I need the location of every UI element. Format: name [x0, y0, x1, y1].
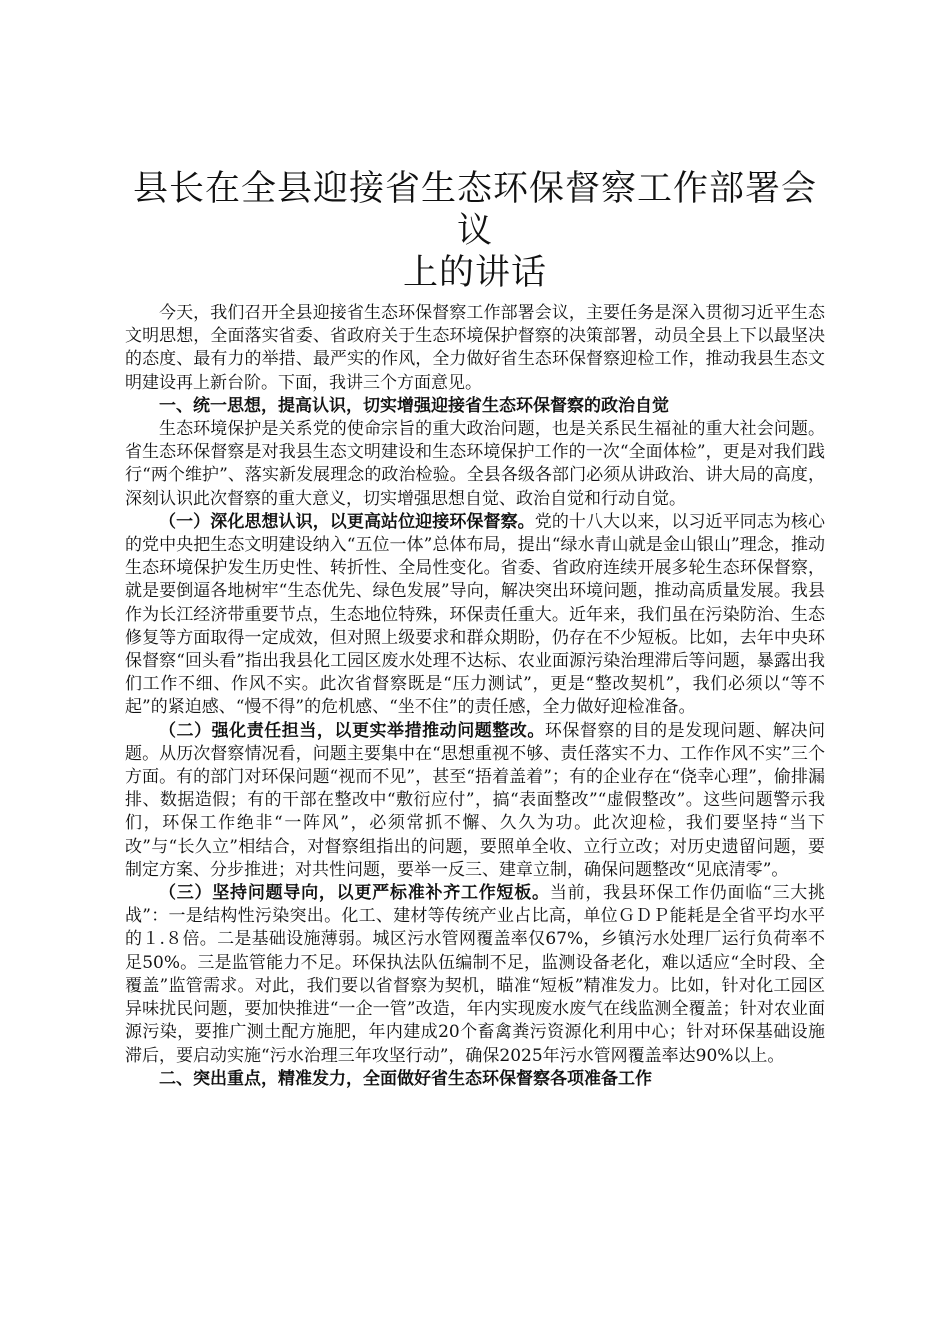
document-title — [125, 168, 825, 294]
subsection-1-paragraph — [125, 511, 825, 720]
subsection-2-heading: （二）强化责任担当，以更实举措推动问题整改。 — [159, 720, 545, 741]
intro-paragraph: 今天，我们召开全县迎接省生态环保督察工作部署会议，主要任务是深入贯彻习近平生态文明思想，全面落实省委、省政府关于生态环境保护督察的决策部署，动员全县上下以最坚决的态度、最有力的举措、最严实的作风，全力做好省生态环保督察迎检工作，推动我县生态文明建设再上新台阶。下面，我讲三个方面意见。 — [125, 303, 825, 393]
document-page — [125, 168, 825, 1091]
section-1-heading: 一、统一思想，提高认识，切实增强迎接省生态环保督察的政治自觉 — [159, 395, 669, 416]
subsection-2-body: 环保督察的目的是发现问题、解决问题。从历次督察情况看，问题主要集中在“思想重视不够、责任落实不力、工作作风不实”三个方面。有的部门对环保问题“视而不见”，甚至“捂着盖着”；有的企业存在“侥幸心理”，偷排漏排、数据造假；有的干部在整改中“敷衍应付”，搞“表面整改”“虚假整改”。这些问题警示我们，环保工作绝非“一阵风”，必须常抓不懈、久久为功。此次迎检，我们要坚持“当下改”与“长久立”相结合，对督察组指出的问题，要照单全收、立行立改；对历史遗留问题，要制定方案、分步推进；对共性问题，要举一反三、建章立制，确保问题整改“见底清零”。 — [125, 720, 825, 880]
title-line-1: 县长在全县迎接省生态环保督察工作部署会议 — [132, 169, 817, 251]
subsection-3-paragraph — [125, 882, 825, 1068]
subsection-3-heading: （三）坚持问题导向，以更严标准补齐工作短板。 — [159, 883, 550, 904]
subsection-1-heading: （一）深化思想认识，以更高站位迎接环保督察。 — [159, 511, 535, 532]
section-1-paragraph: 生态环境保护是关系党的使命宗旨的重大政治问题，也是关系民生福祉的重大社会问题。省生态环保督察是对我县生态文明建设和生态环境保护工作的一次“全面体检”，更是对我们践行“两个维护”、落实新发展理念的政治检验。全县各级各部门必须从讲政治、讲大局的高度，深刻认识此次督察的重大意义，切实增强思想自觉、政治自觉和行动自觉。 — [125, 419, 825, 509]
subsection-1-body: 党的十八大以来，以习近平同志为核心的党中央把生态文明建设纳入“五位一体”总体布局，提出“绿水青山就是金山银山”理念，推动生态环境保护发生历史性、转折性、全局性变化。省委、省政府连续开展多轮生态环保督察，就是要倒逼各地树牢“生态优先、绿色发展”导向，解决突出环境问题，推动高质量发展。我县作为长江经济带重要节点，生态地位特殊，环保责任重大。近年来，我们虽在污染防治、生态修复等方面取得一定成效，但对照上级要求和群众期盼，仍存在不少短板。比如，去年中央环保督察“回头看”指出我县化工园区废水处理不达标、农业面源污染治理滞后等问题，暴露出我们工作不细、作风不实。此次省督察既是“压力测试”，更是“整改契机”，我们必须以“等不起”的紧迫感、“慢不得”的危机感、“坐不住”的责任感，全力做好迎检准备。 — [125, 511, 826, 718]
section-2-heading: 二、突出重点，精准发力，全面做好省生态环保督察各项准备工作 — [159, 1068, 652, 1089]
subsection-3-body: 当前，我县环保工作仍面临“三大挑战”：一是结构性污染突出。化工、建材等传统产业占比高，单位ＧＤＰ能耗是全省平均水平的１.８倍。二是基础设施薄弱。城区污水管网覆盖率仅67%，乡镇污水处理厂运行负荷率不足50%。三是监管能力不足。环保执法队伍编制不足，监测设备老化，难以适应“全时段、全覆盖”监管需求。对此，我们要以省督察为契机，瞄准“短板”精准发力。比如，针对化工园区异味扰民问题，要加快推进“一企一管”改造，年内实现废水废气在线监测全覆盖；针对农业面源污染，要推广测土配方施肥，年内建成20个畜禽粪污资源化利用中心；针对环保基础设施滞后，要启动实施“污水治理三年攻坚行动”，确保2025年污水管网覆盖率达90%以上。 — [125, 883, 825, 1066]
title-line-2: 上的讲话 — [402, 253, 547, 293]
subsection-2-paragraph — [125, 720, 825, 882]
